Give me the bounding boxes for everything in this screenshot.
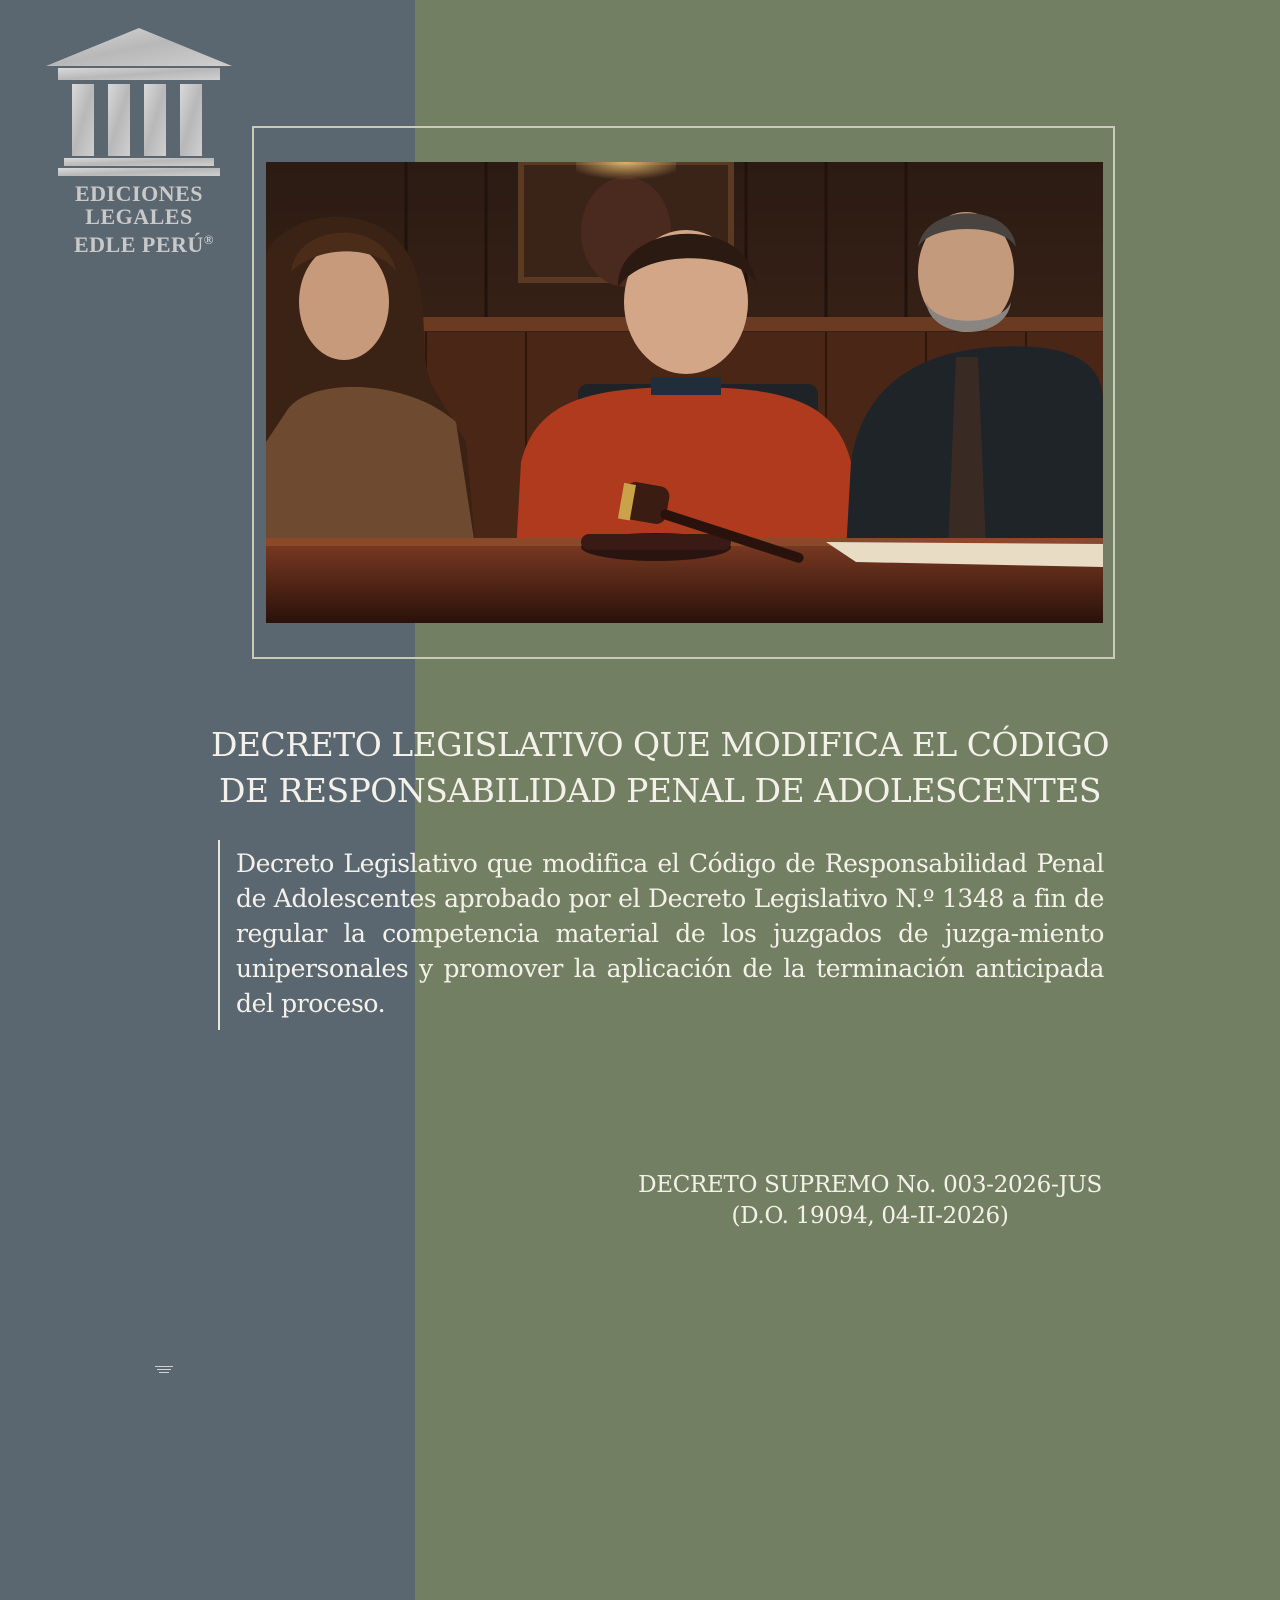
document-summary: Decreto Legislativo que modifica el Código de Responsabilidad Penal de Adolescentes aprobado por el Decreto Legislativo N.º 1348 a fin de regular la competencia material de los juzgados de juzga-miento unipersonales y promover la aplicación de la terminación anticipada del proceso. <box>236 849 1104 1018</box>
publisher-name-line1: EDICIONES <box>75 181 203 206</box>
title-line1: DECRETO LEGISLATIVO QUE MODIFICA EL CÓDIGO <box>210 725 1110 764</box>
publisher-logo <box>44 26 234 256</box>
gazette-date: (D.O. 19094, 04-II-2026) <box>731 1203 1009 1229</box>
title-line2: DE RESPONSABILIDAD PENAL DE ADOLESCENTES <box>219 771 1101 810</box>
courtroom-photo <box>266 162 1103 623</box>
publisher-name-line3: EDLE PERÚ® <box>73 232 214 257</box>
tiny-mark <box>155 1364 173 1374</box>
publisher-name <box>44 182 234 256</box>
publisher-name-line2: LEGALES <box>85 204 193 229</box>
decree-reference <box>620 1170 1120 1232</box>
courthouse-columns-icon <box>44 26 234 176</box>
document-title <box>200 722 1120 814</box>
decree-number: DECRETO SUPREMO No. 003-2026-JUS <box>638 1172 1102 1198</box>
registered-mark: ® <box>203 232 214 247</box>
summary-divider <box>218 840 220 1030</box>
